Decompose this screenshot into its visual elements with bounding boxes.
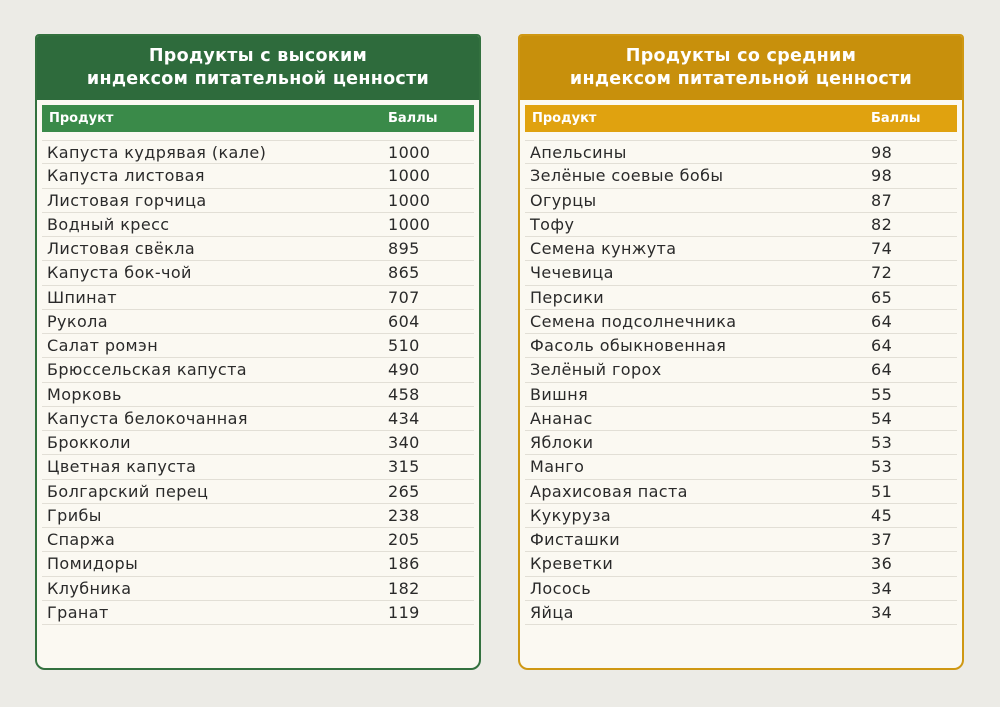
table-row: [525, 528, 957, 552]
product-name: Семена кунжута: [530, 239, 677, 259]
product-name: Вишня: [530, 384, 589, 404]
product-name: Зелёные соевые бобы: [530, 166, 724, 186]
product-score: 340: [388, 433, 420, 453]
product-score: 37: [871, 530, 893, 550]
product-name: Кукуруза: [530, 505, 612, 525]
product-name: Персики: [530, 287, 605, 307]
table-row: [525, 480, 957, 504]
product-score: 119: [388, 602, 420, 622]
medium-column-header: [525, 105, 957, 132]
product-score: 54: [871, 408, 893, 428]
product-name: Водный кресс: [47, 214, 170, 234]
medium-col-product: Продукт: [532, 111, 597, 126]
table-row: [525, 601, 957, 625]
high-title-line2: индексом питательной ценности: [86, 69, 430, 89]
product-score: 604: [388, 311, 420, 331]
product-score: 238: [388, 505, 420, 525]
product-name: Апельсины: [530, 142, 627, 162]
product-score: 64: [871, 360, 893, 380]
product-name: Листовая горчица: [47, 190, 207, 210]
table-row: [525, 140, 957, 164]
table-row: [42, 237, 474, 261]
product-name: Рукола: [47, 311, 109, 331]
product-score: 434: [388, 408, 420, 428]
product-name: Спаржа: [47, 530, 116, 550]
product-score: 186: [388, 554, 420, 574]
high-index-title: [37, 36, 479, 100]
table-row: [525, 407, 957, 431]
product-name: Листовая свёкла: [47, 239, 196, 259]
table-row: [42, 334, 474, 358]
product-name: Семена подсолнечника: [530, 311, 737, 331]
table-row: [42, 480, 474, 504]
table-row: [525, 237, 957, 261]
product-name: Капуста листовая: [47, 166, 205, 186]
table-row: [525, 261, 957, 285]
table-row: [42, 310, 474, 334]
table-row: [42, 577, 474, 601]
table-row: [42, 407, 474, 431]
product-score: 36: [871, 554, 893, 574]
product-score: 315: [388, 457, 420, 477]
product-score: 490: [388, 360, 420, 380]
product-score: 182: [388, 578, 420, 598]
product-score: 51: [871, 481, 893, 501]
product-score: 865: [388, 263, 420, 283]
product-score: 74: [871, 239, 893, 259]
product-score: 34: [871, 602, 893, 622]
high-table-body: [42, 140, 474, 625]
medium-title-line2: индексом питательной ценности: [569, 69, 913, 89]
product-name: Салат ромэн: [47, 336, 159, 356]
product-name: Чечевица: [530, 263, 614, 283]
product-score: 82: [871, 214, 893, 234]
table-row: [525, 164, 957, 188]
table-row: [42, 261, 474, 285]
table-row: [525, 358, 957, 382]
product-name: Болгарский перец: [47, 481, 209, 501]
product-name: Креветки: [530, 554, 614, 574]
product-name: Брокколи: [47, 433, 131, 453]
product-score: 55: [871, 384, 893, 404]
medium-table-body: [525, 140, 957, 625]
table-row: [42, 189, 474, 213]
medium-index-title: [520, 36, 962, 100]
product-score: 1000: [388, 214, 431, 234]
table-row: [42, 455, 474, 479]
product-name: Шпинат: [47, 287, 117, 307]
product-score: 1000: [388, 166, 431, 186]
medium-col-score: Баллы: [871, 111, 921, 126]
product-score: 45: [871, 505, 893, 525]
medium-index-panel: [518, 34, 964, 670]
table-row: [525, 552, 957, 576]
product-name: Лосось: [530, 578, 592, 598]
product-score: 34: [871, 578, 893, 598]
product-name: Брюссельская капуста: [47, 360, 247, 380]
product-score: 98: [871, 166, 893, 186]
table-row: [42, 552, 474, 576]
product-score: 98: [871, 142, 893, 162]
table-row: [525, 577, 957, 601]
product-name: Помидоры: [47, 554, 139, 574]
table-row: [42, 164, 474, 188]
product-score: 64: [871, 311, 893, 331]
product-name: Ананас: [530, 408, 593, 428]
product-score: 510: [388, 336, 420, 356]
table-row: [525, 189, 957, 213]
table-row: [42, 213, 474, 237]
product-score: 53: [871, 433, 893, 453]
product-score: 64: [871, 336, 893, 356]
table-row: [42, 504, 474, 528]
product-name: Морковь: [47, 384, 122, 404]
product-score: 707: [388, 287, 420, 307]
table-row: [42, 140, 474, 164]
product-score: 458: [388, 384, 420, 404]
table-row: [525, 431, 957, 455]
product-name: Капуста бок-чой: [47, 263, 192, 283]
product-score: 1000: [388, 142, 431, 162]
table-row: [525, 504, 957, 528]
product-name: Арахисовая паста: [530, 481, 688, 501]
medium-title-line1: Продукты со средним: [625, 46, 857, 66]
table-row: [42, 601, 474, 625]
high-col-score: Баллы: [388, 111, 438, 126]
product-score: 65: [871, 287, 893, 307]
table-row: [525, 455, 957, 479]
table-row: [42, 431, 474, 455]
product-name: Зелёный горох: [530, 360, 662, 380]
high-index-panel: [35, 34, 481, 670]
table-row: [525, 286, 957, 310]
product-name: Фисташки: [530, 530, 620, 550]
high-col-product: Продукт: [49, 111, 114, 126]
product-name: Яйца: [530, 602, 574, 622]
product-name: Грибы: [47, 505, 102, 525]
table-row: [42, 383, 474, 407]
product-score: 205: [388, 530, 420, 550]
product-name: Манго: [530, 457, 585, 477]
product-name: Капуста кудрявая (кале): [47, 142, 267, 162]
product-name: Клубника: [47, 578, 132, 598]
product-score: 53: [871, 457, 893, 477]
product-name: Капуста белокочанная: [47, 408, 248, 428]
table-row: [42, 528, 474, 552]
product-name: Гранат: [47, 602, 109, 622]
product-score: 265: [388, 481, 420, 501]
product-score: 72: [871, 263, 893, 283]
table-row: [42, 286, 474, 310]
product-score: 1000: [388, 190, 431, 210]
table-row: [525, 383, 957, 407]
table-row: [525, 334, 957, 358]
table-row: [525, 213, 957, 237]
table-row: [42, 358, 474, 382]
table-row: [525, 310, 957, 334]
product-name: Цветная капуста: [47, 457, 197, 477]
high-title-line1: Продукты с высоким: [148, 46, 368, 66]
product-score: 895: [388, 239, 420, 259]
product-name: Тофу: [530, 214, 575, 234]
product-name: Фасоль обыкновенная: [530, 336, 727, 356]
product-name: Яблоки: [530, 433, 594, 453]
product-score: 87: [871, 190, 893, 210]
product-name: Огурцы: [530, 190, 597, 210]
high-column-header: [42, 105, 474, 132]
